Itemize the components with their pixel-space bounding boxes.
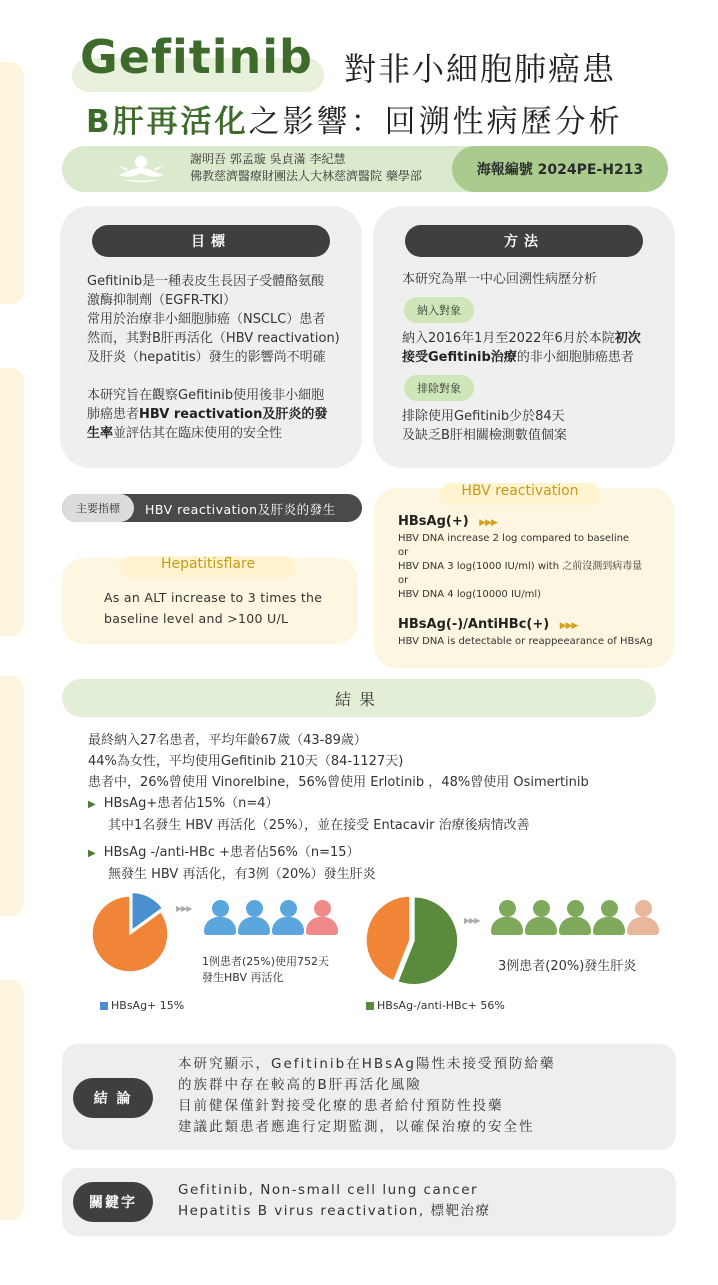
person-head [246,900,263,917]
pie-chart-hbsag-negative [362,892,458,988]
conclusion-line: 建議此類患者應進行定期監測，以確保治療的安全性 [178,1119,535,1135]
person-body [238,917,270,935]
person-icon [627,900,659,936]
person-body [491,917,523,935]
person-head [533,900,550,917]
hbsag-negative-label [398,617,577,632]
criteria-line: or [398,547,409,558]
arrow-right-icon: ▶▶▶ [479,518,497,528]
fig1-caption-line: 1例患者(25%)使用752天 [202,955,330,968]
arrow-right-icon: ▶▶▶ [464,916,480,925]
results-bullet-text: HBsAg -/anti-HBc +患者佔56%（n=15） [103,845,360,860]
person-body [559,917,591,935]
conclusion-line: 的族群中存在較高的B肝再活化風險 [178,1077,422,1093]
person-body [306,917,338,935]
person-head [635,900,652,917]
legend-label: HBsAg-/anti-HBc+ 56% [377,999,505,1012]
exclusion-text [402,407,567,445]
bullet-icon: ▶ [88,799,96,810]
conclusion-line: 本研究顯示，Gefitinib在HBsAg陽性未接受預防給藥 [178,1056,556,1072]
hbsag-negative-text: HBsAg(-)/AntiHBc(+) [398,617,550,632]
legend-1 [100,999,184,1012]
author-names: 謝明吾 郭孟璇 吳貞滿 李紀慧 [190,152,346,166]
criteria-line: HBV DNA 3 log(1000 IU/ml) with 之前沒測到病毒量 [398,561,643,572]
arrow-right-icon: ▶▶▶ [176,904,192,913]
person-body [204,917,236,935]
person-icon [491,900,523,936]
criteria-line: or [398,575,409,586]
left-edge-decoration [0,368,24,636]
methods-intro: 本研究為單一中心回溯性病歷分析 [402,272,598,287]
hepatitis-title: Hepatitisflare [160,556,256,572]
person-head [212,900,229,917]
results-bullet-text: HBsAg+患者佔15%（n=4） [103,796,279,811]
person-head [567,900,584,917]
hospital-logo-icon [112,151,170,187]
fig1-caption [202,954,329,986]
criteria-line: HBV DNA 4 log(10000 IU/ml) [398,589,542,600]
objective-aim-line [87,424,357,443]
person-head [499,900,516,917]
fig1-caption-line: 發生HBV 再活化 [202,971,284,984]
objective-line: 激酶抑制劑（EGFR-TKI） [87,293,237,308]
left-edge-decoration [0,980,24,1220]
objective-header: 目標 [92,225,330,257]
hbsag-negative-criteria: HBV DNA is detectable or reappeearance of HBsAg [398,636,653,647]
methods-header: 方法 [405,225,643,257]
person-icon [559,900,591,936]
exclusion-line: 及缺乏B肝相關檢測數值個案 [402,428,567,443]
fig2-caption: 3例患者(20%)發生肝炎 [498,959,637,974]
title-drug: Gefitinib [80,30,313,84]
title-line1: 對非小細胞肺癌患 [344,50,617,88]
objective-line: 及肝炎（hepatitis）發生的影響尚不明確 [87,350,326,365]
person-body [272,917,304,935]
objective-line: Gefitinib是一種表皮生長因子受體酪氨酸 [87,274,325,289]
inclusion-line [402,329,641,348]
results-line: 患者中，26%曾使用 Vinorelbine，56%曾使用 Erlotinib ，48%曾使用 Osimertinib [88,775,589,790]
legend-swatch [366,1002,374,1010]
author-block [190,151,422,185]
person-icon [204,900,236,936]
patient-group-1 [204,900,340,938]
title-line2 [86,96,623,141]
left-edge-decoration [0,62,24,304]
pie-chart-hbsag-positive [88,892,172,976]
hbv-title: HBV reactivation [461,483,579,499]
results-bullet [88,842,589,864]
inclusion-bold: 初次 [614,331,641,346]
results-header: 結果 [62,679,656,717]
person-icon [525,900,557,936]
exclusion-tag: 排除對象 [404,375,474,401]
inclusion-text-part: 納入2016年1月至2022年6月於本院 [402,331,615,346]
left-edge-decoration [0,676,24,916]
results-line: 最終納入27名患者，平均年齡67歲（43-89歲） [88,733,367,748]
objective-aim-line: 本研究旨在觀察Gefitinib使用後非小細胞 [87,388,325,403]
hepatitis-definition [104,587,322,629]
indicator-label: 主要指標 [62,494,134,522]
hepatitis-line: As an ALT increase to 3 times the [104,590,323,605]
objective-line: 然而，其對B肝再活化（HBV reactivation) [87,331,340,346]
objective-aim-line [87,405,357,424]
objective-aim-bold: 生率 [87,426,114,441]
legend-swatch [100,1002,108,1010]
person-body [627,917,659,935]
objective-line: 常用於治療非小細胞肺癌（NSCLC）患者 [87,312,326,327]
poster-number: 海報編號 2024PE-H213 [452,146,668,192]
inclusion-text-part: 的非小細胞肺癌患者 [516,350,634,365]
person-body [593,917,625,935]
author-affiliation: 佛教慈濟醫療財團法人大林慈濟醫院 藥學部 [190,169,422,183]
conclusion-line: 目前健保僅針對接受化療的患者給付預防性投藥 [178,1098,504,1114]
person-body [525,917,557,935]
hbsag-positive-criteria [398,532,642,602]
results-text [88,730,589,885]
person-icon [593,900,625,936]
objective-aim-text: 並評估其在臨床使用的安全性 [113,426,283,441]
legend-label: HBsAg+ 15% [111,999,185,1012]
legend-2 [366,999,505,1012]
keywords-line: Gefitinib, Non-small cell lung cancer [178,1182,479,1198]
title-line2-rest: 之影響：回溯性病歷分析 [248,104,623,140]
hbsag-positive-text: HBsAg(+) [398,514,469,529]
inclusion-line [402,348,641,367]
results-bullet [88,793,589,815]
objective-aim-text: 肺癌患者 [87,407,140,422]
hepatitis-line: baseline level and >100 U/L [104,611,289,626]
person-head [280,900,297,917]
results-sub-line: 其中1名發生 HBV 再活化（25%），並在接受 Entacavir 治療後病情改善 [108,818,530,833]
bullet-icon: ▶ [88,848,96,859]
inclusion-bold: 接受Gefitinib治療 [402,350,517,365]
person-icon [238,900,270,936]
objective-aim-bold: HBV reactivation及肝炎的發 [139,407,328,422]
results-sub-line: 無發生 HBV 再活化，有3例（20%）發生肝炎 [108,867,376,882]
patient-group-2 [491,900,655,938]
person-head [601,900,618,917]
conclusion-text [178,1054,555,1138]
person-icon [272,900,304,936]
conclusion-label: 結 論 [73,1078,153,1118]
hbsag-positive-label [398,514,497,529]
title-line2-highlight: B肝再活化 [86,104,249,140]
exclusion-line: 排除使用Gefitinib少於84天 [402,409,565,424]
keywords-line: Hepatitis B virus reactivation, 標靶治療 [178,1203,491,1219]
objective-text [87,272,357,443]
person-head [314,900,331,917]
criteria-line: HBV DNA increase 2 log compared to baseline [398,533,630,544]
results-line: 44%為女性，平均使用Gefitinib 210天（84-1127天) [88,754,404,769]
keywords-text [178,1180,490,1222]
inclusion-tag: 納入對象 [404,297,474,323]
arrow-right-icon: ▶▶▶ [559,621,578,631]
person-icon [306,900,338,936]
keywords-label: 關鍵字 [73,1182,153,1222]
inclusion-text [402,329,641,367]
indicator-value: HBV reactivation及肝炎的發生 [145,502,336,517]
